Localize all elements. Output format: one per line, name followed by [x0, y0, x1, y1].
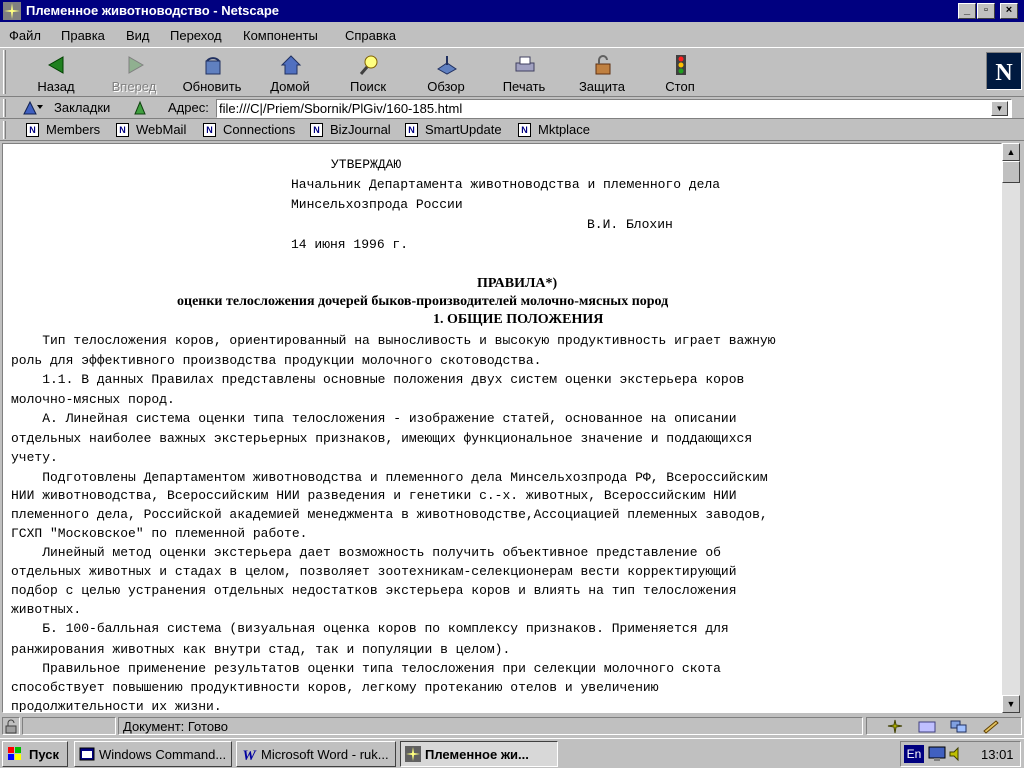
document-body-line: отдельных животных и стадах в целом, позволяет зоотехникам-селекционерам вести корректирующий — [11, 564, 737, 579]
task-netscape[interactable] — [400, 741, 558, 767]
bookmarks-icon[interactable] — [22, 100, 44, 116]
document-body-line: Линейный метод оценки экстерьера дает возможность получить объективное представление об — [11, 545, 721, 560]
document-body-line: Тип телосложения коров, ориентированный на выносливость и высокую продуктивность играет важную — [11, 333, 776, 348]
security-button[interactable] — [565, 50, 639, 96]
document-body-line: ранжирования животных как внутри стад, так и популяции в целом). — [11, 642, 511, 657]
document-body-line: учету. — [11, 450, 58, 465]
forward-label: Вперед — [111, 79, 157, 94]
language-indicator[interactable]: En — [904, 745, 924, 763]
document-body-line: НИИ животноводства, Всероссийским НИИ разведения и генетики с.-х. животных, Всероссийским НИИ — [11, 488, 737, 503]
status-bar — [0, 715, 1024, 737]
svg-text:W: W — [242, 748, 256, 762]
document-body-line: Б. 100-балльная система (визуальная оценка коров по комплексу признаков. Применяется для — [11, 621, 729, 636]
system-tray — [900, 741, 1021, 767]
taskbar — [0, 738, 1024, 768]
bookmark-page-icon: N — [116, 123, 129, 137]
task-windows-command[interactable] — [74, 741, 232, 767]
title-bar — [0, 0, 1024, 22]
bookmark-page-icon: N — [203, 123, 216, 137]
lock-icon — [591, 53, 615, 77]
document-body-line: подбор с целью устранения отдельных недостатков экстерьера коров и влиять на тип телосложения — [11, 583, 737, 598]
link-members-label: Members — [46, 122, 101, 137]
reload-button[interactable] — [175, 50, 249, 96]
toolbar-grip[interactable] — [3, 50, 6, 94]
approve-heading: УТВЕРЖДАЮ — [331, 157, 402, 172]
page-content[interactable] — [2, 143, 1002, 713]
location-grip[interactable] — [3, 99, 6, 117]
back-button[interactable] — [19, 50, 93, 96]
address-dropdown-button[interactable]: ▼ — [991, 101, 1008, 116]
bookmark-page-icon: N — [26, 123, 39, 137]
task-microsoft-word[interactable] — [236, 741, 396, 767]
netscape-app-icon[interactable] — [3, 2, 21, 20]
document-body-line: ГСХП "Московское" по племенной работе. — [11, 526, 308, 541]
navigator-component-icon[interactable] — [885, 719, 905, 734]
document-title: ПРАВИЛА*) — [477, 276, 558, 291]
document-body-line: продолжительности их жизни. — [11, 699, 222, 713]
document-body-line: А. Линейная система оценки типа телосложения - изображение статей, основанное на описании — [11, 411, 737, 426]
scroll-thumb[interactable] — [1002, 161, 1020, 183]
personal-grip[interactable] — [3, 121, 6, 139]
component-bar — [866, 717, 1022, 735]
vertical-scrollbar[interactable] — [1002, 143, 1020, 713]
task-microsoft-word-label: Microsoft Word - ruk... — [261, 747, 389, 762]
navigation-toolbar — [0, 47, 1024, 97]
discussion-component-icon[interactable] — [949, 719, 969, 734]
netscape-n-icon — [987, 53, 1021, 89]
command-prompt-icon — [79, 746, 95, 762]
document-body-line: 1.1. В данных Правилах представлены основные положения двух систем оценки экстерьера коров — [11, 372, 745, 387]
forward-button[interactable] — [97, 50, 171, 96]
printer-icon — [513, 53, 537, 77]
approval-date: 14 июня 1996 г. — [291, 237, 409, 252]
bookmark-page-icon: N — [310, 123, 323, 137]
link-bizjournal-label: BizJournal — [330, 122, 391, 137]
address-input[interactable] — [216, 99, 1012, 118]
restore-button[interactable]: ▫ — [977, 3, 995, 19]
home-button[interactable] — [253, 50, 327, 96]
link-mktplace-label: Mktplace — [538, 122, 591, 137]
home-icon — [279, 53, 303, 77]
menu-view[interactable]: Вид — [126, 28, 150, 43]
document-body-line: Правильное применение результатов оценки типа телосложения при селекции молочного скота — [11, 661, 721, 676]
address-value: file:///C|/Priem/Sbornik/PlGiv/160-185.html — [219, 101, 463, 116]
word-icon — [241, 746, 257, 762]
status-text: Документ: Готово — [123, 719, 229, 734]
start-button[interactable] — [2, 741, 68, 767]
document-body-line: способствует повышению продуктивности коров, легкому протеканию отелов и увеличению — [11, 680, 659, 695]
link-webmail-label: WebMail — [136, 122, 187, 137]
forward-arrow-icon — [123, 53, 147, 77]
back-arrow-icon — [45, 53, 69, 77]
link-connections-label: Connections — [223, 122, 296, 137]
document-body-line: животных. — [11, 602, 82, 617]
svg-text:N: N — [995, 60, 1013, 86]
reload-icon — [201, 53, 225, 77]
document-body-line: Подготовлены Департаментом животноводства и племенного дела Минсельхозпрода РФ, Всероссийским — [11, 470, 768, 485]
menu-file[interactable]: Файл — [9, 28, 41, 43]
composer-component-icon[interactable] — [981, 719, 1001, 734]
location-bar — [0, 97, 1024, 119]
document-body-line: отдельных наиболее важных экстерьерных признаков, имеющих функциональное значение и поддающихся — [11, 431, 753, 446]
link-smartupdate-label: SmartUpdate — [425, 122, 502, 137]
bookmarks-label[interactable]: Закладки — [54, 100, 111, 115]
reload-label: Обновить — [182, 79, 242, 94]
netscape-task-icon — [405, 746, 421, 762]
minimize-button[interactable]: _ — [958, 3, 976, 19]
close-button[interactable]: × — [1000, 3, 1018, 19]
stop-light-icon — [669, 53, 693, 77]
address-label: Адрес: — [168, 100, 209, 115]
document-subtitle: оценки телосложения дочерей быков-производителей молочно-мясных пород — [177, 294, 669, 309]
back-label: Назад — [37, 79, 75, 94]
bookmark-page-icon: N — [518, 123, 531, 137]
search-button[interactable] — [331, 50, 405, 96]
guide-label: Обзор — [427, 79, 465, 94]
section-heading: 1. ОБЩИЕ ПОЛОЖЕНИЯ — [433, 312, 604, 327]
home-label: Домой — [270, 79, 310, 94]
mail-component-icon[interactable] — [917, 719, 937, 734]
guide-icon — [435, 53, 459, 77]
security-status-panel[interactable] — [2, 717, 20, 735]
print-button[interactable] — [487, 50, 561, 96]
status-text-panel — [118, 717, 863, 735]
search-label: Поиск — [349, 79, 387, 94]
netscape-logo[interactable] — [986, 52, 1022, 90]
page-proxy-icon[interactable] — [132, 100, 148, 116]
display-tray-icon[interactable] — [928, 746, 946, 762]
approver-org: Минсельхозпрода России — [291, 197, 463, 212]
windows-logo-icon — [7, 746, 23, 762]
stop-button[interactable] — [643, 50, 717, 96]
menu-help[interactable]: Справка — [345, 28, 396, 43]
stop-label: Стоп — [665, 79, 695, 94]
document-body-line: племенного дела, Российской академией менеджмента в животноводстве,Ассоциацией племенных заводов, — [11, 507, 768, 522]
bookmark-page-icon: N — [405, 123, 418, 137]
document-body-line: молочно-мясных пород. — [11, 392, 175, 407]
lock-status-icon — [3, 718, 19, 734]
scroll-down-button[interactable]: ▼ — [1002, 695, 1020, 713]
search-icon — [357, 53, 381, 77]
menu-bar — [0, 24, 1024, 46]
menu-go[interactable]: Переход — [170, 28, 222, 43]
window-title: Племенное животноводство - Netscape — [26, 3, 280, 18]
print-label: Печать — [502, 79, 546, 94]
approver-position: Начальник Департамента животноводства и племенного дела — [291, 177, 721, 192]
approver-name: В.И. Блохин — [587, 217, 673, 232]
volume-icon[interactable] — [948, 746, 964, 762]
menu-edit[interactable]: Правка — [61, 28, 105, 43]
scroll-up-button[interactable]: ▲ — [1002, 143, 1020, 161]
progress-panel — [22, 717, 116, 735]
task-netscape-label: Племенное жи... — [425, 747, 529, 762]
document-body-line: роль для эффективного производства продукции молочного скотоводства. — [11, 353, 542, 368]
security-label: Защита — [578, 79, 626, 94]
task-windows-command-label: Windows Command... — [99, 747, 227, 762]
clock: 13:01 — [981, 747, 1014, 762]
menu-components[interactable]: Компоненты — [243, 28, 318, 43]
start-label: Пуск — [29, 747, 59, 762]
guide-button[interactable] — [409, 50, 483, 96]
personal-toolbar — [0, 120, 1024, 141]
